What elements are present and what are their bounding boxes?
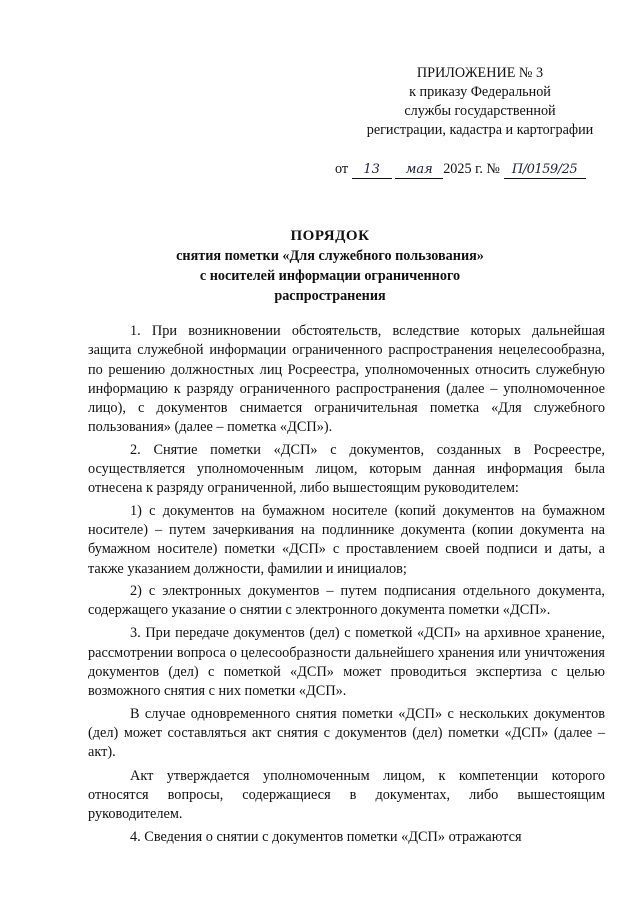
handwritten-day: 13 (352, 162, 392, 179)
paragraph-4: 4. Сведения о снятии с документов пометки «ДСП» отражаются (130, 829, 522, 846)
date-prefix: от (335, 161, 349, 177)
appendix-line: регистрации, кадастра и картографии (366, 122, 594, 138)
title-line: распространения (274, 288, 386, 304)
year-text: 2025 г. № (443, 161, 500, 177)
appendix-line: к приказу Федеральной (409, 84, 551, 100)
handwritten-month: мая (395, 162, 443, 179)
appendix-line: службы государственной (404, 103, 556, 119)
paragraph-3-approval: Акт утверждается уполномоченным лицом, к компетенции которого относятся вопросы, содержащиеся в документах, либо вышестоящим руководителем. (88, 767, 605, 823)
paragraph-3: 3. При передаче документов (дел) с пометкой «ДСП» на архивное хранение, рассмотрении вопроса о целесообразности дальнейшего хранения или уничтожения документов (дел) с пометкой «ДСП» может проводиться экспертиза с целью возможного снятия с них пометки «ДСП». (88, 625, 605, 700)
document-body (88, 322, 605, 848)
paragraph-3-act: В случае одновременного снятия пометки «ДСП» с нескольких документов (дел) может составляться акт снятия с документов (дел) пометки «ДСП» (далее – акт). (88, 705, 605, 761)
order-date-line (335, 160, 586, 179)
paragraph-2: 2. Снятие пометки «ДСП» с документов, созданных в Росреестре, осуществляется уполномоченным лицом, которым данная информация была отнесена к разряду ограниченной, либо вышестоящим руководителем: (88, 441, 605, 497)
appendix-title: ПРИЛОЖЕНИЕ № 3 (416, 65, 544, 81)
title-line: с носителей информации ограниченного (199, 268, 461, 284)
paragraph-2-item-2: 2) с электронных документов – путем подписания отдельного документа, содержащего указание о снятии с электронного документа пометки «ДСП». (88, 582, 605, 619)
title-main: ПОРЯДОК (290, 228, 370, 244)
document-title (120, 226, 540, 306)
handwritten-order-number: П/0159/25 (504, 162, 586, 179)
paragraph-2-item-1: 1) с документов на бумажном носителе (копий документов на бумажном носителе) – путем зачеркивания на подлиннике документа (копии документа на бумажном носителе) пометки «ДСП» с проставлением своей подписи и даты, а также указанием должности, фамилии и инициалов; (88, 502, 605, 577)
title-line: снятия пометки «Для служебного пользования» (176, 248, 484, 264)
appendix-block (340, 64, 620, 140)
paragraph-1: 1. При возникновении обстоятельств, вследствие которых дальнейшая защита служебной информации ограниченного распространения нецелесообразна, по решению должностных лиц Росреестра, уполномоченных относить служебную информацию к разряду ограниченного распространения (далее – уполномоченное лицо), с документов снимается ограничительная пометка «Для служебного пользования» (далее – пометка «ДСП»). (88, 323, 605, 436)
